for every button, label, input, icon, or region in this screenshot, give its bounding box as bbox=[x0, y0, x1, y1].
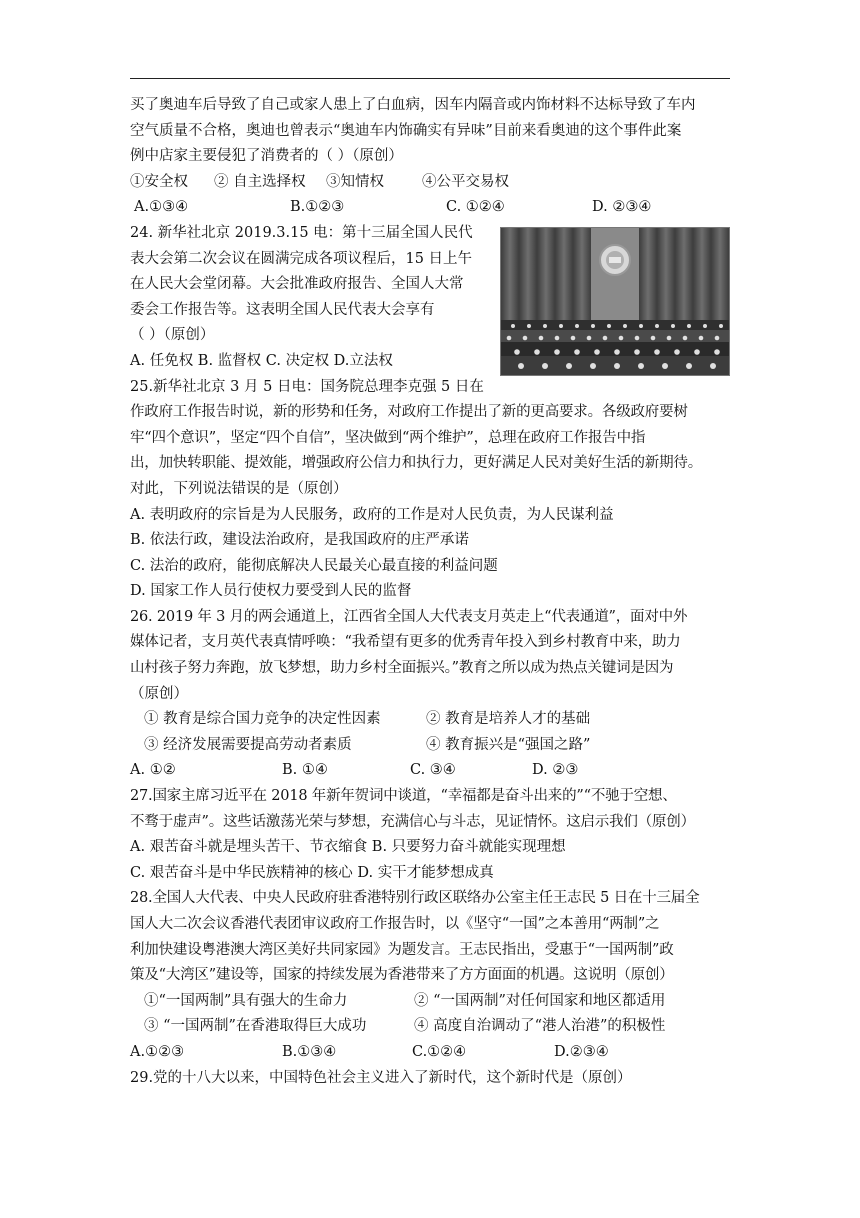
q27-options-row-2: C. 艰苦奋斗是中华民族精神的核心 D. 实干才能梦想成真 bbox=[130, 864, 494, 881]
q28-line-4: 策及“大湾区”建设等，国家的持续发展为香港带来了方方面面的机遇。这说明（原创） bbox=[130, 967, 674, 984]
q28-item-1: ①“一国两制”具有强大的生命力 bbox=[144, 992, 348, 1009]
q24-line-1: 24. 新华社北京 2019.3.15 电：第十三届全国人民代 bbox=[130, 224, 473, 241]
q26-item-4: ④ 教育振兴是“强国之路” bbox=[426, 736, 591, 753]
q26-option-d: D. ②③ bbox=[532, 762, 579, 779]
q28-option-b: B.①③④ bbox=[282, 1043, 337, 1060]
q24-line-4: 委会工作报告等。这表明全国人民代表大会享有 bbox=[130, 301, 435, 318]
q28-items-row-1 bbox=[130, 989, 730, 1015]
q23-option-d: D. ②③④ bbox=[592, 199, 652, 216]
q27-line-1: 27.国家主席习近平在 2018 年新年贺词中谈道，“幸福都是奋斗出来的”“不驰于空想、 bbox=[130, 788, 677, 805]
q26-items-row-1 bbox=[130, 707, 730, 733]
q26-options bbox=[130, 758, 730, 784]
q26-line-3: 山村孩子努力奔跑，放飞梦想，助力乡村全面振兴。”教育之所以成为热点关键词是因为 bbox=[130, 660, 674, 677]
q24-line-3: 在人民大会堂闭幕。大会批准政府报告、全国人大常 bbox=[130, 276, 464, 293]
q25-option-d: D. 国家工作人员行使权力要受到人民的监督 bbox=[130, 583, 412, 600]
q28-line-3: 利加快建设粤港澳大湾区美好共同家园》为题发言。王志民指出，受惠于“一国两制”政 bbox=[130, 941, 674, 958]
q25-option-c: C. 法治的政府，能彻底解决人民最关心最直接的利益问题 bbox=[130, 557, 498, 574]
q28-option-c: C.①②④ bbox=[412, 1043, 467, 1060]
q26-item-2: ② 教育是培养人才的基础 bbox=[426, 711, 591, 728]
q25-line-1: 25.新华社北京 3 月 5 日电：国务院总理李克强 5 日在 bbox=[130, 378, 484, 395]
q26-item-3: ③ 经济发展需要提高劳动者素质 bbox=[144, 736, 352, 753]
q28-item-3: ③ “一国两制”在香港取得巨大成功 bbox=[144, 1018, 367, 1035]
q23-option-c: C. ①②④ bbox=[446, 199, 505, 216]
q23-line-2: 空气质量不合格，奥迪也曾表示“奥迪车内饰确实有异味”目前来看奥迪的这个事件此案 bbox=[130, 122, 682, 139]
q23-item-1: ①安全权 bbox=[130, 173, 188, 190]
q28-line-2: 国人大二次会议香港代表团审议政府工作报告时，以《坚守“一国”之本善用“两制”之 bbox=[130, 916, 660, 932]
congress-hall-image bbox=[501, 228, 729, 375]
q26-option-b: B. ①④ bbox=[282, 762, 328, 779]
q25-line-2: 作政府工作报告时说，新的形势和任务，对政府工作提出了新的更高要求。各级政府要树 bbox=[130, 404, 688, 421]
q23-option-b: B.①②③ bbox=[290, 199, 345, 216]
q26-option-a: A. ①② bbox=[130, 762, 176, 779]
q26-item-1: ① 教育是综合国力竞争的决定性因素 bbox=[144, 711, 381, 728]
q28-item-2: ② “一国两制”对任何国家和地区都适用 bbox=[414, 992, 666, 1009]
q24-block bbox=[130, 221, 730, 400]
q23-option-a: A.①③④ bbox=[134, 199, 189, 216]
q23-item-2: ② 自主选择权 bbox=[214, 173, 306, 190]
q25-line-3: 牢“四个意识”，坚定“四个自信”，坚决做到“两个维护”，总理在政府工作报告中指 bbox=[130, 429, 646, 446]
q23-item-4: ④公平交易权 bbox=[422, 173, 509, 190]
q25-option-b: B. 依法行政，建设法治政府，是我国政府的庄严承诺 bbox=[130, 532, 469, 549]
header-rule bbox=[130, 78, 730, 79]
q26-items-row-2 bbox=[130, 733, 730, 759]
q27-line-2: 不骛于虚声”。这些话激荡光荣与梦想，充满信心与斗志，见证情怀。这启示我们（原创） bbox=[130, 813, 695, 830]
q23-items bbox=[130, 170, 730, 196]
q23-line-3: 例中店家主要侵犯了消费者的（ ）（原创） bbox=[130, 148, 403, 165]
q29-line-1: 29.党的十八大以来，中国特色社会主义进入了新时代，这个新时代是（原创） bbox=[130, 1069, 632, 1086]
q24-line-5: （ ）（原创） bbox=[130, 327, 215, 344]
q25-option-a: A. 表明政府的宗旨是为人民服务，政府的工作是对人民负责，为人民谋利益 bbox=[130, 506, 614, 523]
q25-line-5: 对此，下列说法错误的是（原创） bbox=[130, 480, 348, 497]
q24-line-2: 表大会第二次会议在圆满完成各项议程后，15 日上午 bbox=[130, 250, 473, 267]
q28-items-row-2 bbox=[130, 1014, 730, 1040]
q26-line-1: 26. 2019 年 3 月的两会通道上，江西省全国人大代表支月英走上“代表通道”，面对中外 bbox=[130, 608, 688, 625]
q25-line-4: 出，加快转职能、提效能，增强政府公信力和执行力，更好满足人民对美好生活的新期待。 bbox=[130, 455, 702, 472]
q28-options bbox=[130, 1040, 730, 1066]
q24-options: A. 任免权 B. 监督权 C. 决定权 D.立法权 bbox=[130, 352, 393, 369]
q28-item-4: ④ 高度自治调动了“港人治港”的积极性 bbox=[414, 1018, 666, 1035]
q26-line-4: （原创） bbox=[130, 685, 188, 702]
congress-hall-photo bbox=[500, 227, 730, 376]
q26-option-c: C. ③④ bbox=[410, 762, 456, 779]
q23-options bbox=[130, 195, 730, 221]
q26-line-2: 媒体记者，支月英代表真情呼唤：“我希望有更多的优秀青年投入到乡村教育中来，助力 bbox=[130, 634, 681, 651]
q28-line-1: 28.全国人大代表、中央人民政府驻香港特别行政区联络办公室主任王志民 5 日在十三届全 bbox=[130, 890, 700, 907]
exam-page bbox=[130, 93, 730, 1091]
q28-option-a: A.①②③ bbox=[130, 1043, 185, 1060]
q23-line-1: 买了奥迪车后导致了自己或家人患上了白血病，因车内隔音或内饰材料不达标导致了车内 bbox=[130, 97, 696, 113]
q27-options-row-1: A. 艰苦奋斗就是埋头苦干、节衣缩食 B. 只要努力奋斗就能实现理想 bbox=[130, 839, 566, 856]
q23-item-3: ③知情权 bbox=[326, 173, 384, 190]
q28-option-d: D.②③④ bbox=[554, 1043, 609, 1060]
